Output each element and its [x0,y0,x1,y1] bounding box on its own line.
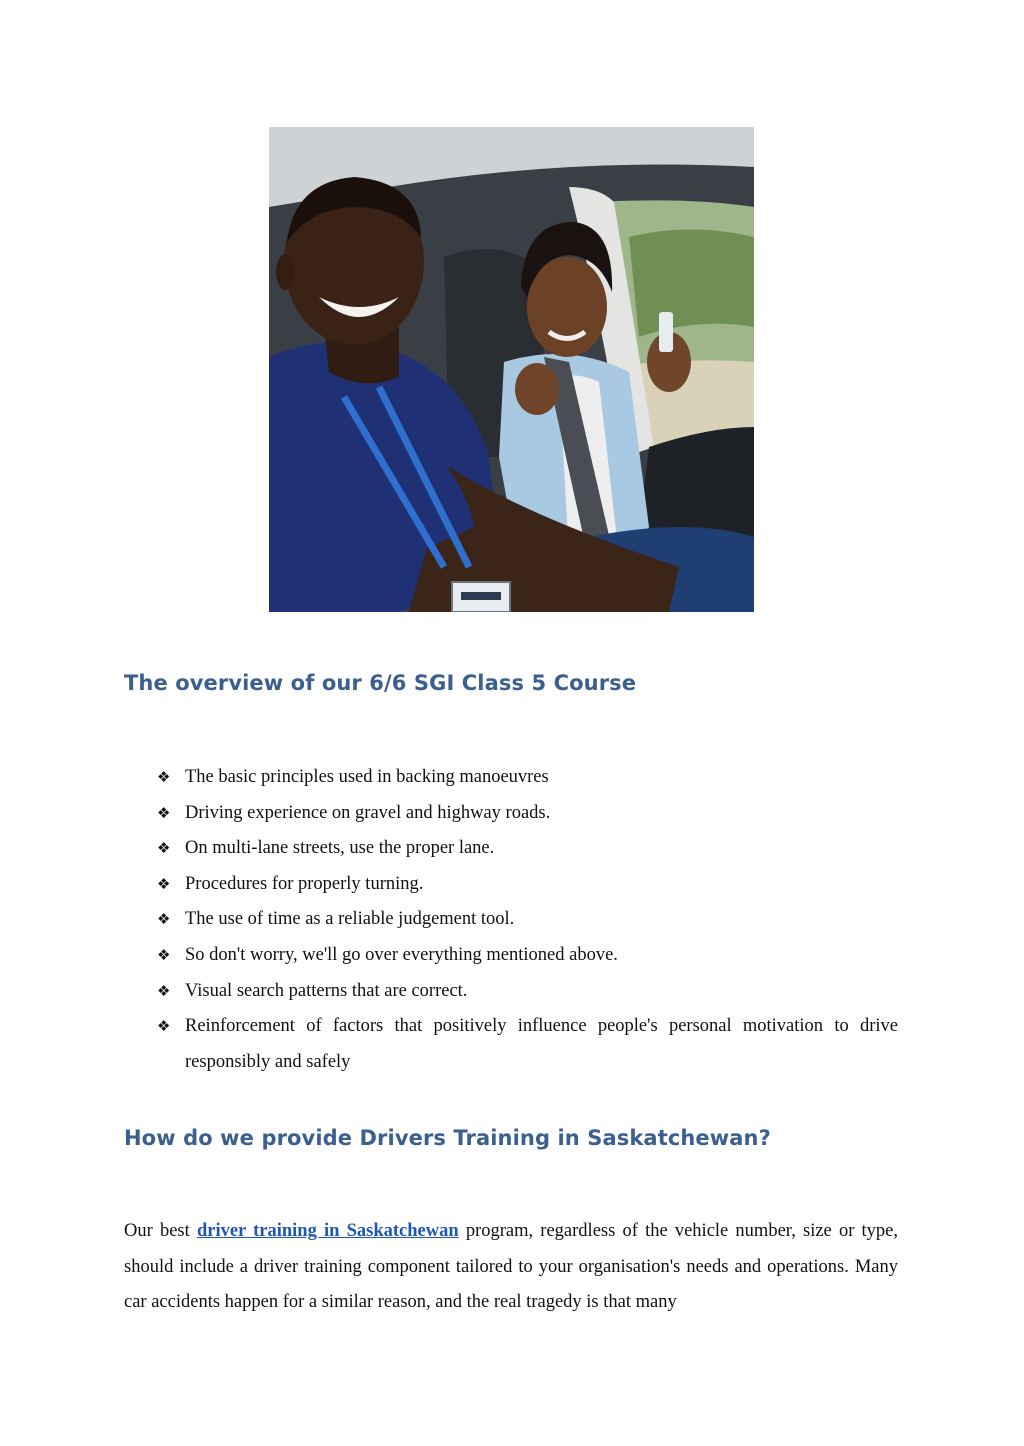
hero-photo-instructor-and-student-in-car [269,127,754,612]
diamond-bullet-icon: ❖ [157,981,171,1000]
list-item-text: Driving experience on gravel and highway roads. [185,802,551,823]
diamond-bullet-icon: ❖ [157,945,171,964]
list-item-text: On multi-lane streets, use the proper lane. [185,838,495,859]
diamond-bullet-icon: ❖ [157,768,171,786]
list-item [157,1009,898,1080]
list-item [157,974,898,1010]
paragraph-text-rest: program, regardless of the vehicle number, size or type, should include a driver training component tailored to your organisation's needs and operations. Many car accidents happen for a similar reason, and the real tragedy is that many [124,1221,899,1313]
list-item [157,902,898,938]
diamond-bullet-icon: ❖ [157,874,171,893]
diamond-bullet-icon: ❖ [157,803,171,822]
list-item-text: Procedures for properly turning. [185,873,424,894]
diamond-bullet-icon: ❖ [157,1017,171,1036]
list-item [157,760,898,796]
course-overview-list [157,760,898,1080]
diamond-bullet-icon: ❖ [157,910,171,929]
list-item [157,938,898,974]
list-item [157,867,898,903]
section-heading-course-overview: The overview of our 6/6 SGI Class 5 Course [124,671,637,695]
body-paragraph [124,1214,898,1321]
list-item-text: Reinforcement of factors that positively influence people's personal motivation to drive responsibly and safely [185,1016,898,1072]
list-item-text: Visual search patterns that are correct. [185,980,468,1001]
list-item-text: So don't worry, we'll go over everything mentioned above. [185,944,618,965]
list-item [157,796,898,832]
list-item-text: The use of time as a reliable judgement tool. [185,909,515,930]
section-heading-how-we-provide-training: How do we provide Drivers Training in Saskatchewan? [124,1126,771,1150]
driver-training-link[interactable]: driver training in Saskatchewan [196,1221,459,1241]
list-item [157,831,898,867]
paragraph-text-start: Our best [124,1221,197,1241]
list-item-text: The basic principles used in backing manoeuvres [185,767,549,787]
diamond-bullet-icon: ❖ [157,839,171,858]
